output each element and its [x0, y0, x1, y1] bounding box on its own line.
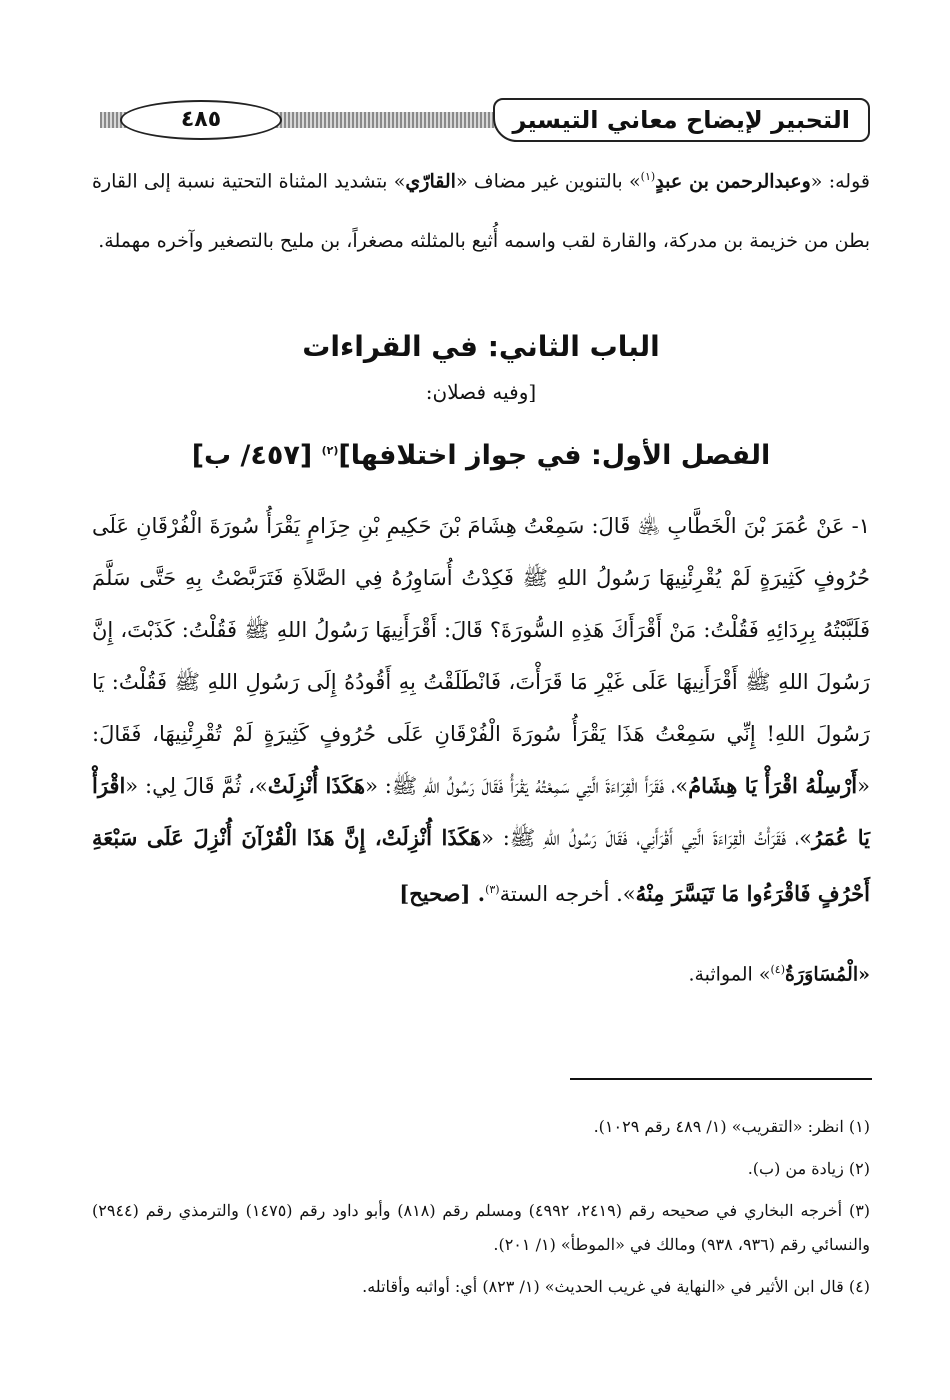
chapter-subtitle: [وفيه فصلان:	[425, 380, 537, 404]
running-header	[100, 98, 870, 142]
closing-note	[92, 950, 870, 994]
intro-lead: قوله: «	[810, 170, 870, 193]
hadith-part-3: »، ثُمَّ قَالَ لِي: «	[125, 774, 268, 798]
footnote-1: (١) انظر: «التقريب» (١/ ٤٨٩ رقم ١٠٢٩).	[593, 1117, 870, 1136]
footnotes	[92, 1110, 870, 1312]
footnote-ref-4: (٤)	[770, 963, 786, 976]
closing-rest: » المواثبة.	[688, 963, 771, 986]
intro-rest: » بتشديد المثناة التحتية نسبة إلى القارة بطن من خزيمة بن مدركة، والقارة لقب واسمه أُثيع بالمثلثه مصغراً، بن مليح بالتصغير وآخره مهملة.	[92, 170, 870, 253]
footnote-4: (٤) قال ابن الأثير في «النهاية في غريب الحديث» (١/ ٨٢٣) أي: أواثبه وأقاتله.	[362, 1277, 870, 1296]
footnote-ref-1: (١)	[640, 170, 656, 183]
hadith-part-2: »، فَقَرَأَ الْقِرَاءَةَ الَّتِي سَمِعْتُهُ يَقْرَأُ فَقَالَ رَسُولُ اللهِ ﷺ: «	[365, 774, 689, 798]
hadith-part-5: ». أخرجه الستة	[499, 882, 636, 906]
intro-name: وعبدالرحمن بن عبدٍ	[655, 170, 811, 193]
section-title	[92, 440, 870, 471]
hadith-quote-3: اقْرَأْ يَا عُمَرُ	[92, 773, 871, 850]
footnote-2: (٢) زيادة من (ب).	[747, 1159, 870, 1178]
page-number: ٤٨٥	[120, 100, 282, 140]
footnote-ref-3: (٣)	[485, 883, 500, 896]
hadith-text	[92, 500, 870, 920]
hadith-quote-2: هَكَذَا أُنْزِلَتْ	[267, 773, 366, 798]
closing-word: «الْمُسَاوَرَةُ	[785, 963, 870, 986]
chapter-title: الباب الثاني: في القراءات	[302, 330, 660, 363]
footnote-ref-2: (٢)	[321, 444, 339, 457]
intro-qari: القارّي	[405, 170, 456, 193]
intro-mid: » بالتنوين غير مضاف «	[455, 170, 641, 193]
book-title: التحبير لإيضاح معاني التيسير	[493, 98, 870, 142]
hadith-part-1: ١- عَنْ عُمَرَ بْنَ الْخَطَّابِ ﵁ قَالَ: سَمِعْتُ هِشَامَ بْنَ حَكِيمِ بْنِ حِزَامٍ يَقْرَأُ سُورَةَ الْفُرْقَانِ عَلَى حُرُوفٍ كَثِيرَةٍ لَمْ يُقْرِئْنِيهَا رَسُولُ اللهِ ﷺ فَكِدْتُ أُسَاوِرُهُ فِي الصَّلاَةِ فَتَرَبَّصْتُ بِهِ حَتَّى سَلَّمَ فَلَبَّبْتُهُ بِرِدَائِهِ فَقُلْتُ: مَنْ أَقْرَأَكَ هَذِهِ السُّورَةَ؟ قَالَ: أَقْرَأَنِيهَا رَسُولُ اللهِ ﷺ فَقُلْتُ: كَذَبْتَ، إِنَّ رَسُولَ اللهِ ﷺ أَقْرَأَنِيهَا عَلَى غَيْرِ مَا قَرَأْتَ، فَانْطَلَقْتُ بِهِ أَقُودُهُ إِلَى رَسُولِ اللهِ ﷺ فَقُلْتُ: يَا رَسُولَ اللهِ! إِنِّي سَمِعْتُ هَذَا يَقْرَأُ سُورَةَ الْفُرْقَانِ عَلَى حُرُوفٍ كَثِيرَةٍ لَمْ تُقْرِئْنِيهَا، فَقَالَ: «	[92, 514, 871, 798]
section-folio: [٤٥٧/ ب]	[191, 440, 322, 471]
hadith-quote-4: هَكَذَا أُنْزِلَتْ، إِنَّ هَذَا الْقُرْآنَ أُنْزِلَ عَلَى سَبْعَةِ أَحْرُفٍ فَاقْرَءُوا مَا تَيَسَّرَ مِنْهُ	[92, 825, 870, 906]
intro-paragraph	[92, 147, 870, 271]
footnote-divider	[570, 1078, 872, 1080]
hadith-grade: . [صحيح]	[399, 881, 486, 906]
hadith-part-4: »، فَقَرَأْتُ الْقِرَاءَةَ الَّتِي أَقْرَأَنِي، فَقَالَ رَسُولُ اللهِ ﷺ: «	[481, 826, 812, 850]
hadith-quote-1: أَرْسِلْهُ اقْرَأْ يَا هِشَامُ	[688, 773, 858, 798]
section-title-text: الفصل الأول: في جواز اختلافها]	[338, 440, 771, 471]
footnote-3: (٣) أخرجه البخاري في صحيحه رقم (٢٤١٩، ٤٩٩٢) ومسلم رقم (٨١٨) وأبو داود رقم (١٤٧٥) والترمذي رقم (٢٩٤٤) والنسائي رقم (٩٣٦، ٩٣٨) ومالك في «الموطأ» (١/ ٢٠١).	[92, 1201, 871, 1254]
